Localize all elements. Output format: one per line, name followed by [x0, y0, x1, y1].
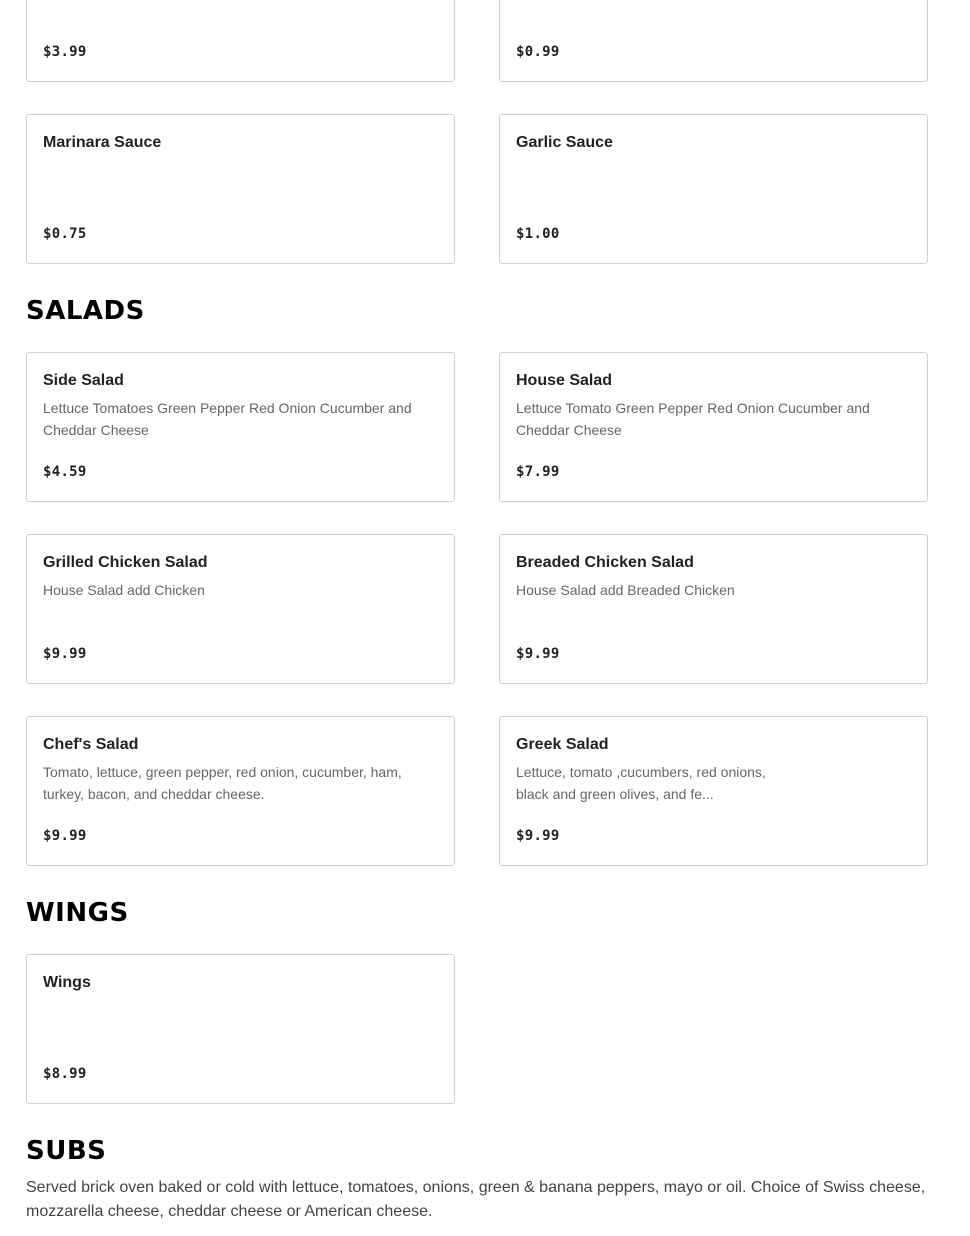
menu-item-description: House Salad add Breaded Chicken — [516, 582, 735, 598]
menu-item-price: $3.99 — [43, 44, 87, 60]
menu-item-price: $9.99 — [516, 646, 560, 662]
menu-item-price: $9.99 — [43, 828, 87, 844]
menu-item-card[interactable] — [26, 352, 455, 502]
menu-item-description: House Salad add Chicken — [43, 582, 205, 598]
section-title-subs: SUBS — [26, 1136, 107, 1166]
menu-item-card[interactable] — [499, 534, 928, 684]
menu-item-description: Lettuce Tomato Green Pepper Red Onion Cucumber and Cheddar Cheese — [516, 400, 870, 438]
menu-item-name: Wings — [43, 974, 91, 991]
section-description: Served brick oven baked or cold with lettuce, tomatoes, onions, green & banana peppers, mayo or oil. Choice of Swiss cheese, mozzarella cheese, cheddar cheese or American cheese. — [26, 1179, 926, 1220]
menu-item-card[interactable] — [26, 954, 455, 1104]
menu-item-name: Breaded Chicken Salad — [516, 554, 694, 571]
menu-item-price: $8.99 — [43, 1066, 87, 1082]
menu-item-description: Tomato, lettuce, green pepper, red onion, cucumber, ham, turkey, bacon, and cheddar cheese. — [43, 764, 402, 802]
menu-item-card[interactable] — [499, 716, 928, 866]
menu-item-price: $9.99 — [516, 828, 560, 844]
menu-item-card[interactable] — [26, 114, 455, 264]
menu-item-name: Grilled Chicken Salad — [43, 554, 208, 571]
menu-item-card[interactable] — [26, 534, 455, 684]
menu-item-card[interactable] — [499, 114, 928, 264]
menu-item-card[interactable] — [499, 352, 928, 502]
section-title-salads: SALADS — [26, 296, 145, 326]
menu-item-name: Greek Salad — [516, 736, 609, 753]
menu-item-name: Garlic Sauce — [516, 134, 613, 151]
section-title-wings: WINGS — [26, 898, 129, 928]
menu-item-price: $0.75 — [43, 226, 87, 242]
menu-item-price: $7.99 — [516, 464, 560, 480]
menu-item-name: Side Salad — [43, 372, 124, 389]
menu-item-price: $4.59 — [43, 464, 87, 480]
menu-item-card[interactable] — [499, 0, 928, 82]
menu-item-price: $1.00 — [516, 226, 560, 242]
menu-item-price: $0.99 — [516, 44, 560, 60]
menu-item-card[interactable] — [26, 716, 455, 866]
menu-item-name: Marinara Sauce — [43, 134, 162, 151]
menu-item-card[interactable] — [26, 0, 455, 82]
menu-item-name: Chef's Salad — [43, 736, 139, 753]
menu-item-description: Lettuce, tomato ,cucumbers, red onions, black and green olives, and fe... — [516, 764, 766, 802]
menu-item-name: House Salad — [516, 372, 613, 389]
menu-item-description: Lettuce Tomatoes Green Pepper Red Onion Cucumber and Cheddar Cheese — [43, 400, 412, 438]
menu-item-price: $9.99 — [43, 646, 87, 662]
